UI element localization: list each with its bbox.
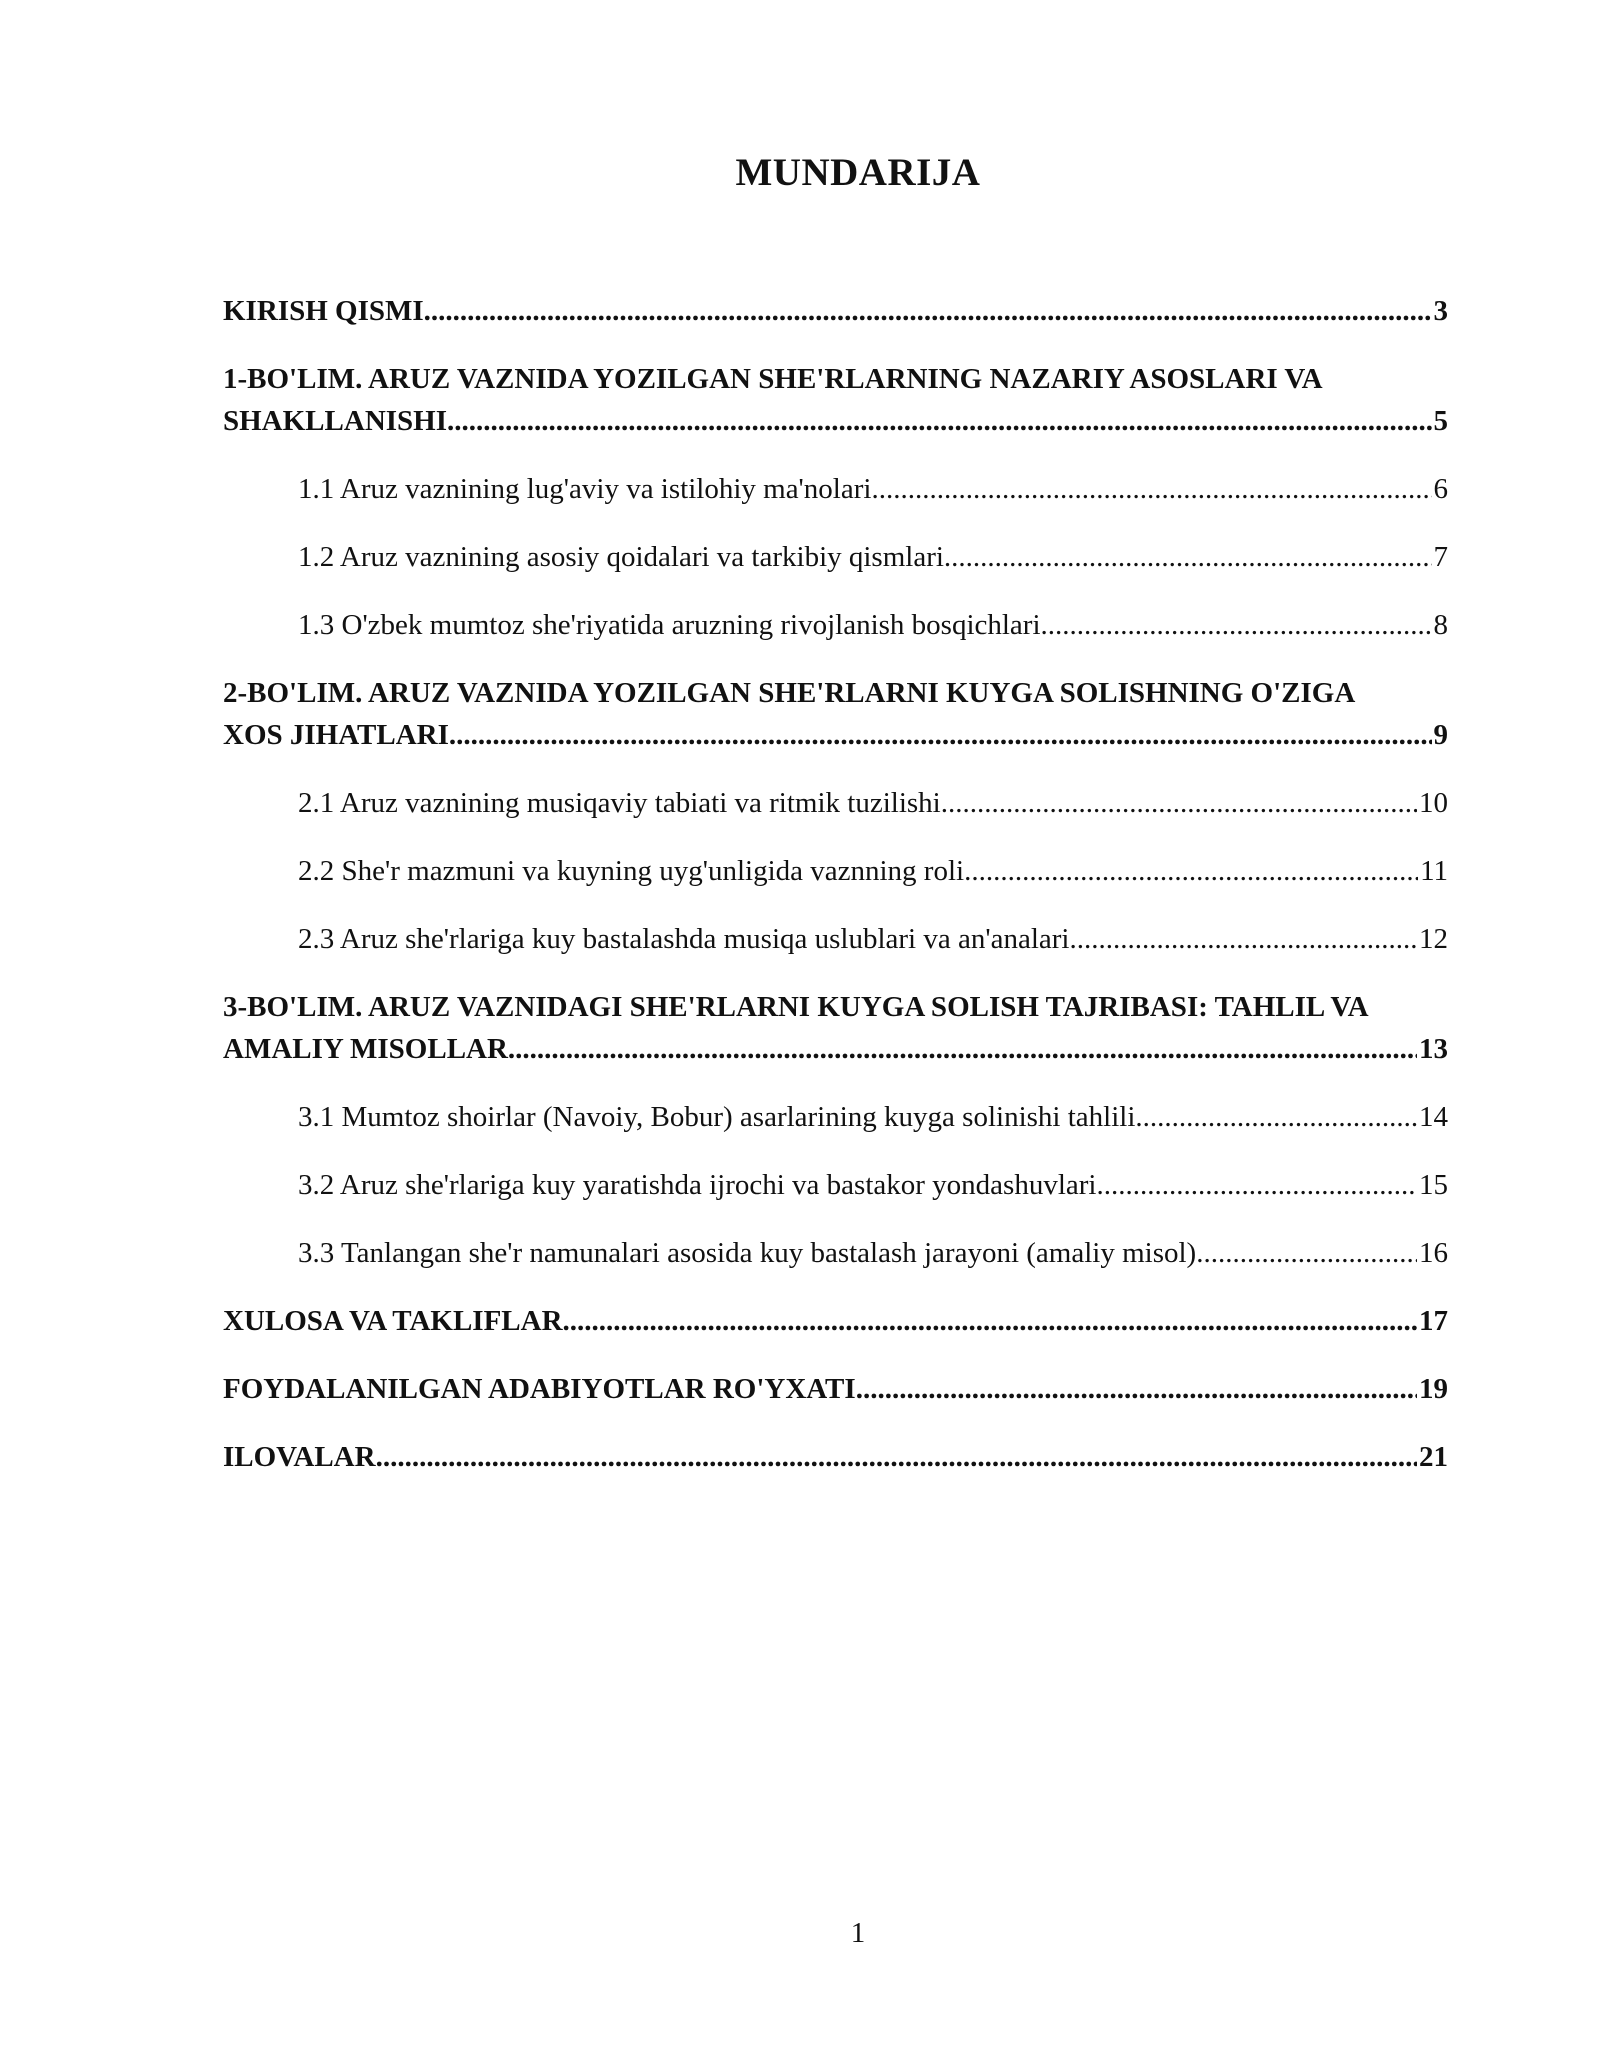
toc-page-number: 13 [1419,1033,1448,1065]
toc-subsection-entry[interactable] [223,1232,1448,1274]
toc-entry-line [298,468,1448,510]
table-of-contents [223,290,1448,1504]
dot-leader [1041,604,1432,646]
toc-entry-title: 2.1 Aruz vaznining musiqaviy tabiati va ritmik tuzilishi [298,787,941,819]
toc-entry-line [223,714,1448,756]
toc-entry-title: SHAKLLANISHI [223,405,448,437]
page-number: 1 [850,1917,866,1949]
dot-leader [563,1300,1417,1342]
toc-page-number: 14 [1419,1101,1448,1133]
toc-entry-line [298,1232,1448,1274]
toc-subsection-entry[interactable] [223,604,1448,646]
dot-leader [1096,1164,1417,1206]
toc-page-number: 15 [1419,1169,1448,1201]
toc-page-number: 12 [1419,923,1448,955]
toc-page-number: 11 [1420,855,1448,887]
dot-leader [941,782,1417,824]
toc-entry-title: ILOVALAR [223,1441,376,1473]
toc-entry-line [298,536,1448,578]
toc-entry-line [298,918,1448,960]
toc-page-number: 5 [1433,405,1448,437]
dot-leader [424,290,1432,332]
toc-subsection-entry[interactable] [223,1096,1448,1138]
toc-page-number: 19 [1419,1373,1448,1405]
toc-entry-title: FOYDALANILGAN ADABIYOTLAR RO'YXATI [223,1373,856,1405]
toc-entry-title: AMALIY MISOLLAR [223,1033,508,1065]
toc-entry-title-line: 3-BO'LIM. ARUZ VAZNIDAGI SHE'RLARNI KUYGA SOLISH TAJRIBASI: TAHLIL VA [223,991,1369,1023]
toc-page-number: 10 [1419,787,1448,819]
dot-leader [1196,1232,1417,1274]
toc-subsection-entry[interactable] [223,468,1448,510]
toc-entry-title: 2.2 She'r mazmuni va kuyning uyg'unligida vaznning roli [298,855,965,887]
toc-entry-line [298,782,1448,824]
toc-entry-title: 1.1 Aruz vaznining lug'aviy va istilohiy ma'nolari [298,473,872,505]
page-title: MUNDARIJA [735,151,981,194]
dot-leader [1135,1096,1417,1138]
toc-page-number: 7 [1433,541,1448,573]
toc-entry-title: 3.3 Tanlangan she'r namunalari asosida kuy bastalash jarayoni (amaliy misol) [298,1237,1197,1269]
toc-page-number: 6 [1433,473,1448,505]
toc-entry-title: 2.3 Aruz she'rlariga kuy bastalashda musiqa uslublari va an'analari [298,923,1070,955]
toc-entry-line [298,850,1448,892]
toc-page-number: 3 [1433,295,1448,327]
toc-entry-line [223,1300,1448,1342]
toc-entry-title: 1.3 O'zbek mumtoz she'riyatida aruzning rivojlanish bosqichlari [298,609,1041,641]
toc-entry-line [298,1096,1448,1138]
dot-leader [449,714,1432,756]
dot-leader [508,1028,1417,1070]
toc-page-number: 8 [1433,609,1448,641]
dot-leader [944,536,1432,578]
toc-subsection-entry[interactable] [223,536,1448,578]
toc-entry-line [223,1436,1448,1478]
dot-leader [376,1436,1417,1478]
toc-entry-line [223,290,1448,332]
toc-section-entry[interactable] [223,290,1448,332]
toc-subsection-entry[interactable] [223,782,1448,824]
toc-entry-title: 1.2 Aruz vaznining asosiy qoidalari va tarkibiy qismlari [298,541,944,573]
toc-subsection-entry[interactable] [223,918,1448,960]
toc-section-entry[interactable] [223,1300,1448,1342]
dot-leader [871,468,1431,510]
toc-section-entry[interactable] [223,986,1448,1070]
toc-entry-line [223,1028,1448,1070]
toc-entry-title: 3.1 Mumtoz shoirlar (Navoiy, Bobur) asarlarining kuyga solinishi tahlili [298,1101,1136,1133]
toc-page-number: 16 [1419,1237,1448,1269]
toc-section-entry[interactable] [223,1436,1448,1478]
toc-entry-title: XULOSA VA TAKLIFLAR [223,1305,563,1337]
dot-leader [964,850,1418,892]
toc-entry-title: XOS JIHATLARI [223,719,449,751]
dot-leader [1069,918,1417,960]
toc-subsection-entry[interactable] [223,850,1448,892]
dot-leader [447,400,1431,442]
toc-entry-line [298,604,1448,646]
toc-page-number: 21 [1419,1441,1448,1473]
toc-entry-title-line: 1-BO'LIM. ARUZ VAZNIDA YOZILGAN SHE'RLARNING NAZARIY ASOSLARI VA [223,363,1323,395]
toc-entry-line [298,1164,1448,1206]
toc-section-entry[interactable] [223,672,1448,756]
toc-entry-line [223,400,1448,442]
toc-page-number: 17 [1419,1305,1448,1337]
toc-subsection-entry[interactable] [223,1164,1448,1206]
dot-leader [856,1368,1417,1410]
toc-section-entry[interactable] [223,358,1448,442]
toc-section-entry[interactable] [223,1368,1448,1410]
toc-page-number: 9 [1433,719,1448,751]
toc-entry-title: 3.2 Aruz she'rlariga kuy yaratishda ijrochi va bastakor yondashuvlari [298,1169,1097,1201]
toc-entry-title-line: 2-BO'LIM. ARUZ VAZNIDA YOZILGAN SHE'RLARNI KUYGA SOLISHNING O'ZIGA [223,677,1356,709]
toc-entry-title: KIRISH QISMI [223,295,424,327]
toc-entry-line [223,1368,1448,1410]
